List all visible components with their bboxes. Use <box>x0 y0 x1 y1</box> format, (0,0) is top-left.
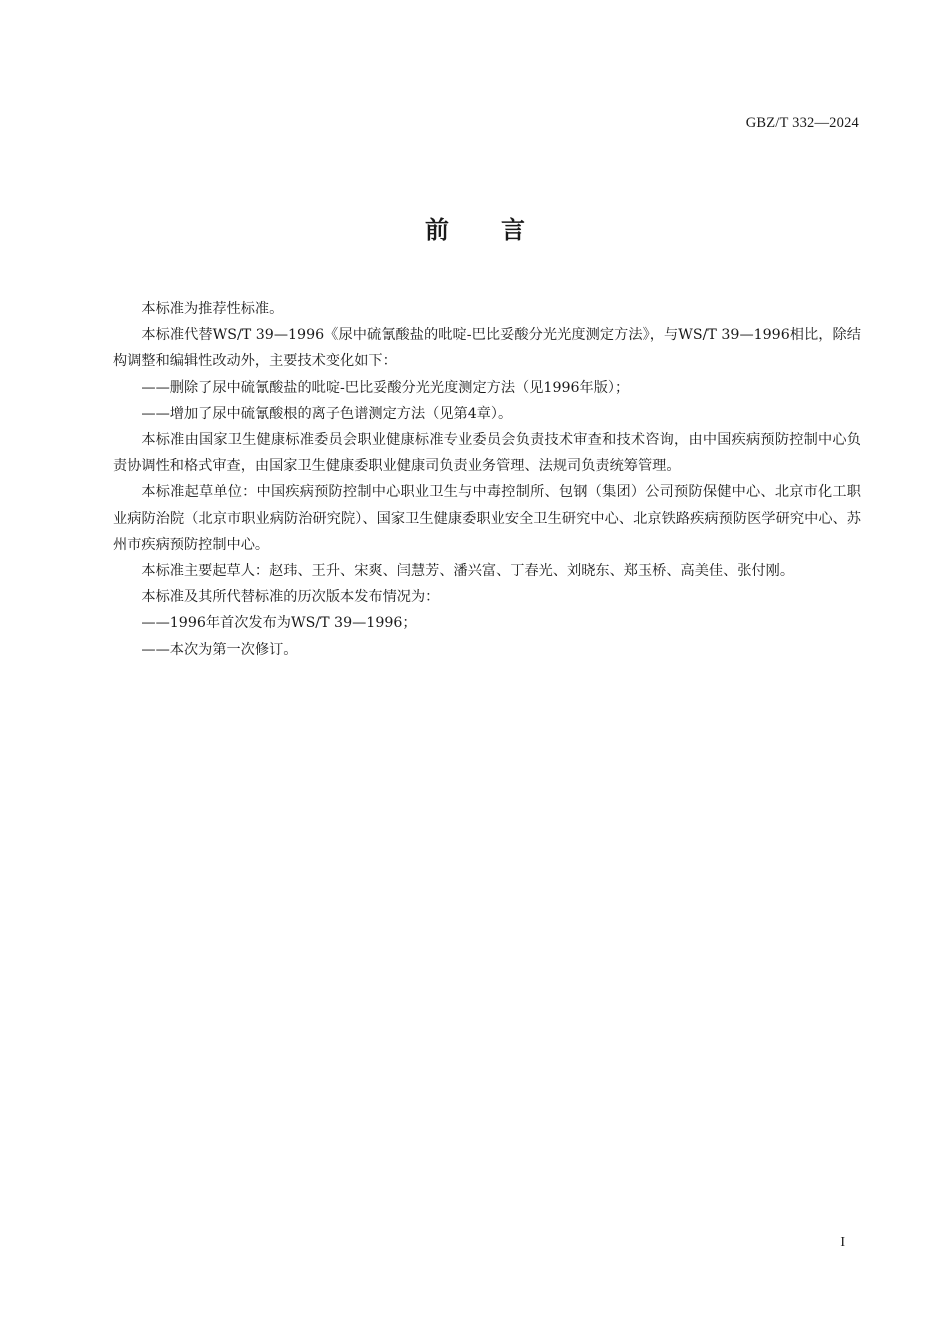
change-item-added: ——增加了尿中硫氰酸根的离子色谱测定方法（见第4章）。 <box>141 405 513 422</box>
title-char-2: 言 <box>501 216 525 244</box>
paragraph-drafting-units: 本标准起草单位：中国疾病预防控制中心职业卫生与中毒控制所、包钢（集团）公司预防保健中心、北京市化工职业病防治院（北京市职业病防治研究院）、国家卫生健康委职业安全卫生研究中心、北京铁路疾病预防医学研究中心、苏州市疾病预防控制中心。 <box>113 484 861 553</box>
title-char-1: 前 <box>425 216 449 244</box>
change-item-deleted: ——删除了尿中硫氰酸盐的吡啶-巴比妥酸分光光度测定方法（见1996年版）； <box>141 379 630 396</box>
standard-code: GBZ/T 332—2024 <box>745 115 859 131</box>
paragraph-drafters: 本标准主要起草人：赵玮、王升、宋爽、闫慧芳、潘兴富、丁春光、刘晓东、郑玉桥、高美佳、张付刚。 <box>141 563 795 580</box>
foreword-body <box>113 296 861 663</box>
paragraph-history: 本标准及其所代替标准的历次版本发布情况为： <box>141 589 440 606</box>
page-title <box>0 210 950 245</box>
paragraph-responsibility: 本标准由国家卫生健康标准委员会职业健康标准专业委员会负责技术审查和技术咨询，由中国疾病预防控制中心负责协调性和格式审查，由国家卫生健康委职业健康司负责业务管理、法规司负责统筹管理。 <box>113 432 861 475</box>
paragraph-replacement: 本标准代替WS/T 39—1996《尿中硫氰酸盐的吡啶-巴比妥酸分光光度测定方法》，与WS/T 39—1996相比，除结构调整和编辑性改动外，主要技术变化如下： <box>113 327 861 370</box>
paragraph-recommendation: 本标准为推荐性标准。 <box>141 301 284 317</box>
history-item-revision: ——本次为第一次修订。 <box>141 641 298 658</box>
page-number: I <box>840 1235 845 1250</box>
history-item-first: ——1996年首次发布为WS/T 39—1996； <box>141 615 417 632</box>
